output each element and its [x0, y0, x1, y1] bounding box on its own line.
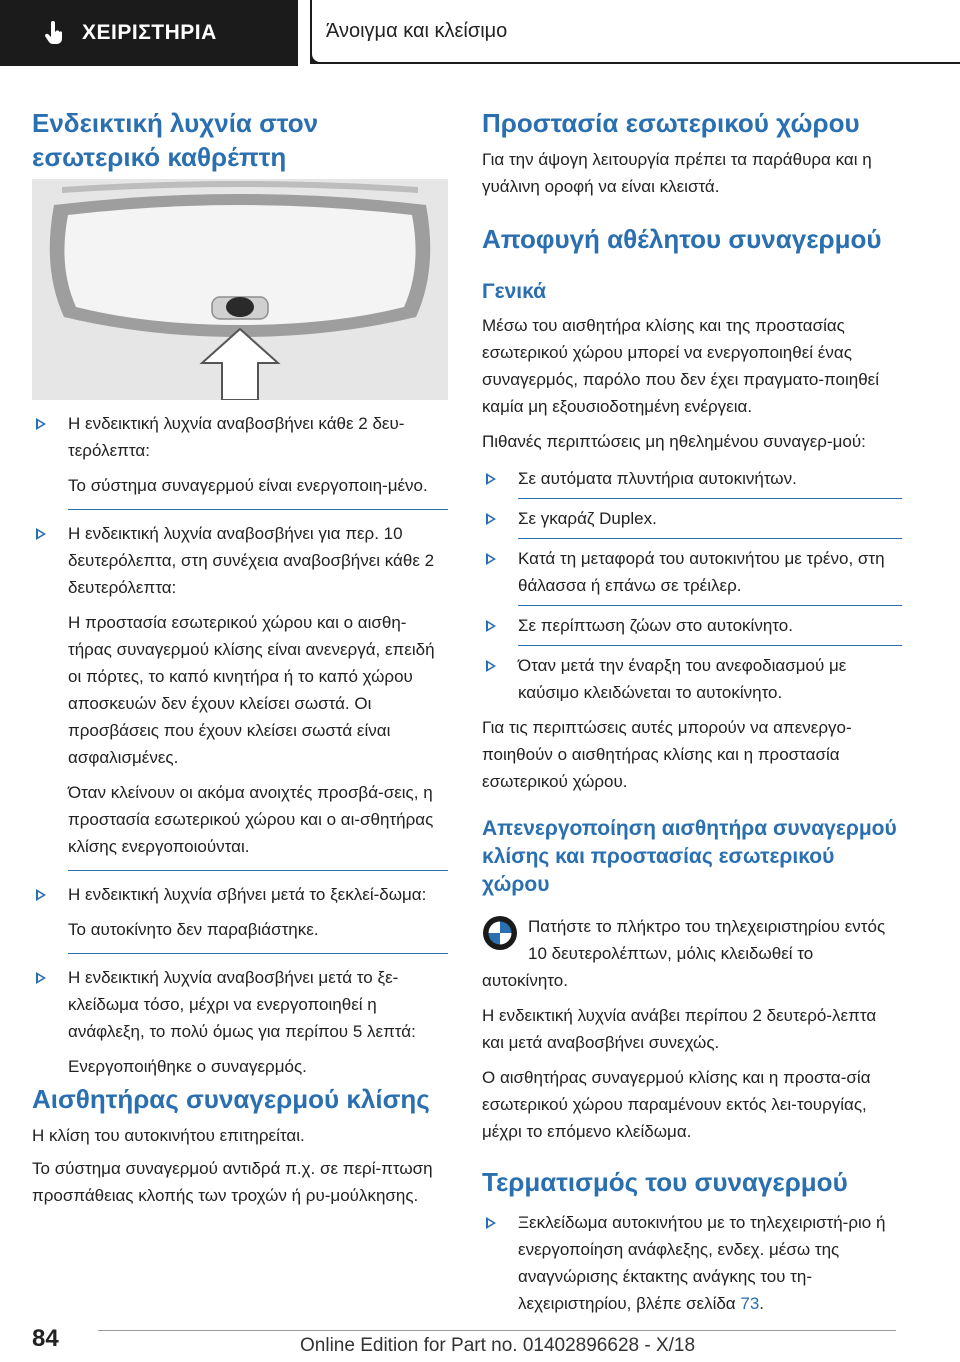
- paragraph: Για τις περιπτώσεις αυτές μπορούν να απενεργο-ποιηθούν ο αισθητήρας κλίσης και η προστασία εσωτερικού χώρου.: [482, 718, 852, 791]
- item-lead: Η ενδεικτική λυχνία αναβοσβήνει για περ. 10 δευτερόλεπτα, στη συνέχεια αναβοσβήνει κάθε 2 δευτερόλεπτα:: [68, 524, 435, 597]
- item-lead: Η ενδεικτική λυχνία αναβοσβήνει κάθε 2 δευ-τερόλεπτα:: [68, 414, 405, 460]
- general-subheading: Γενικά: [482, 280, 547, 303]
- deactivation-subheading: Απενεργοποίηση αισθητήρα συναγερμού κλίσης και προστασίας εσωτερικού χώρου: [482, 817, 897, 896]
- case-text: Όταν μετά την έναρξη του ανεφοδιασμού με καύσιμο κλειδώνεται το αυτοκίνητο.: [518, 656, 847, 702]
- list-item: [482, 465, 902, 492]
- case-text: Σε αυτόματα πλυντήρια αυτοκινήτων.: [518, 469, 797, 488]
- paragraph: Πιθανές περιπτώσεις μη ηθελημένου συναγερ-μού:: [482, 432, 866, 451]
- item-detail: Ενεργοποιήθηκε ο συναγερμός.: [68, 1057, 307, 1076]
- divider: [68, 953, 448, 954]
- bullet-triangle-icon: [486, 513, 496, 525]
- section-label: ΧΕΙΡΙΣΤΗΡΙΑ: [82, 21, 217, 44]
- list-item: [32, 520, 448, 601]
- bullet-triangle-icon: [486, 473, 496, 485]
- mirror-indicator-heading: Ενδεικτική λυχνία στον εσωτερικό καθρέπτη: [32, 108, 319, 172]
- end-item-suffix: .: [759, 1294, 765, 1313]
- page-number: 84: [32, 1325, 59, 1352]
- tilt-paragraph: Το σύστημα συναγερμού αντιδρά π.χ. σε περί-πτωση προσπάθειας κλοπής των τροχών ή ρυ-μούλκησης.: [32, 1159, 433, 1205]
- interior-protection-heading: Προστασία εσωτερικού χώρου: [482, 108, 860, 138]
- paragraph: Για την άψογη λειτουργία πρέπει τα παράθυρα και η γυάλινη οροφή να είναι κλειστά.: [482, 150, 872, 196]
- list-item: [32, 881, 448, 908]
- tilt-sensor-heading: Αισθητήρας συναγερμού κλίσης: [32, 1084, 430, 1114]
- divider: [518, 645, 902, 646]
- bullet-triangle-icon: [36, 528, 46, 540]
- divider: [68, 870, 448, 871]
- case-text: Σε γκαράζ Duplex.: [518, 509, 657, 528]
- item-detail: Το σύστημα συναγερμού είναι ενεργοποιη-μένο.: [68, 476, 428, 495]
- bullet-triangle-icon: [36, 889, 46, 901]
- list-item: [482, 652, 902, 706]
- list-item: [482, 545, 902, 599]
- case-text: Σε περίπτωση ζώων στο αυτοκίνητο.: [518, 616, 793, 635]
- item-detail: Το αυτοκίνητο δεν παραβιάστηκε.: [68, 920, 319, 939]
- paragraph: Πατήστε το πλήκτρο του τηλεχειριστηρίου εντός 10 δευτερολέπτων, μόλις κλειδωθεί το αυτοκίνητο.: [482, 917, 886, 990]
- key-instruction: [482, 913, 902, 994]
- alarm-end-heading: Τερματισμός του συναγερμού: [482, 1167, 848, 1197]
- item-lead: Η ενδεικτική λυχνία σβήνει μετά το ξεκλεί-δωμα:: [68, 885, 427, 904]
- divider: [518, 605, 902, 606]
- bullet-triangle-icon: [486, 1217, 496, 1229]
- mirror-illustration: [32, 179, 448, 400]
- divider: [518, 498, 902, 499]
- avoid-false-alarm-heading: Αποφυγή αθέλητου συναγερμού: [482, 224, 882, 254]
- paragraph: Μέσω του αισθητήρα κλίσης και της προστασίας εσωτερικού χώρου μπορεί να ενεργοποιηθεί ένας συναγερμός, παρόλο που δεν έχει πραγματο-ποιηθεί καμία μη εξουσιοδοτημένη ενέργεια.: [482, 316, 880, 416]
- bmw-key-icon: [482, 915, 518, 951]
- right-column: [482, 106, 902, 1317]
- case-text: Κατά τη μεταφορά του αυτοκινήτου με τρένο, στη θάλασσα ή επάνω σε τρέιλερ.: [518, 549, 885, 595]
- chapter-title: Άνοιγμα και κλείσιμο: [326, 20, 508, 42]
- hand-pointer-icon: [40, 19, 68, 47]
- item-detail: Όταν κλείνουν οι ακόμα ανοιχτές προσβά-σεις, η προστασία εσωτερικού χώρου και ο αι-σθητήρας κλίσης ενεργοποιούνται.: [68, 783, 434, 856]
- divider: [518, 538, 902, 539]
- list-item: [482, 1209, 902, 1317]
- left-title-block: [32, 106, 448, 174]
- tilt-section: [32, 1082, 448, 1209]
- list-item: [482, 505, 902, 532]
- divider: [68, 509, 448, 510]
- item-lead: Η ενδεικτική λυχνία αναβοσβήνει μετά το ξε-κλείδωμα τόσο, μέχρι να ενεργοποιηθεί η ανάφλεξη, το πολύ όμως για περίπου 5 λεπτά:: [68, 968, 416, 1041]
- chapter-tab: [310, 0, 960, 64]
- tilt-paragraph: Η κλίση του αυτοκινήτου επιτηρείται.: [32, 1126, 305, 1145]
- paragraph: Ο αισθητήρας συναγερμού κλίσης και η προστα-σία εσωτερικού χώρου παραμένουν εκτός λει-τουργίας, μέχρι το επόμενο κλείδωμα.: [482, 1068, 871, 1141]
- list-item: [32, 410, 448, 464]
- bullet-triangle-icon: [486, 620, 496, 632]
- list-item: [32, 964, 448, 1045]
- footer-rule: [98, 1330, 896, 1331]
- indicator-list: [32, 410, 448, 1080]
- paragraph: Η ενδεικτική λυχνία ανάβει περίπου 2 δευτερό-λεπτα και μετά αναβοσβήνει συνεχώς.: [482, 1006, 877, 1052]
- bullet-triangle-icon: [486, 553, 496, 565]
- page-link[interactable]: 73: [740, 1294, 760, 1313]
- end-item-text: [518, 1209, 902, 1317]
- list-item: [482, 612, 902, 639]
- bullet-triangle-icon: [36, 418, 46, 430]
- item-detail: Η προστασία εσωτερικού χώρου και ο αισθη-τήρας συναγερμού κλίσης είναι ανενεργά, επειδή οι πόρτες, το καπό κινητήρα ή το καπό χώρου αποσκευών δεν έχουν κλείσει σωστά. Οι προσβάσεις που έχουν κλείσει σωστά είναι ασφαλισμένες.: [68, 613, 435, 767]
- bullet-triangle-icon: [36, 972, 46, 984]
- edition-text: Online Edition for Part no. 01402896628 - X/18: [300, 1335, 696, 1356]
- section-tab: [0, 0, 298, 66]
- bullet-triangle-icon: [486, 660, 496, 672]
- end-item-body: Ξεκλείδωμα αυτοκινήτου με το τηλεχειριστή-ριο ή ενεργοποίηση ανάφλεξης, ενδεχ. μέσω της αναγνώρισης έκτακτης ανάγκης του τη-λεχειριστηρίου, βλέπε σελίδα: [518, 1213, 886, 1313]
